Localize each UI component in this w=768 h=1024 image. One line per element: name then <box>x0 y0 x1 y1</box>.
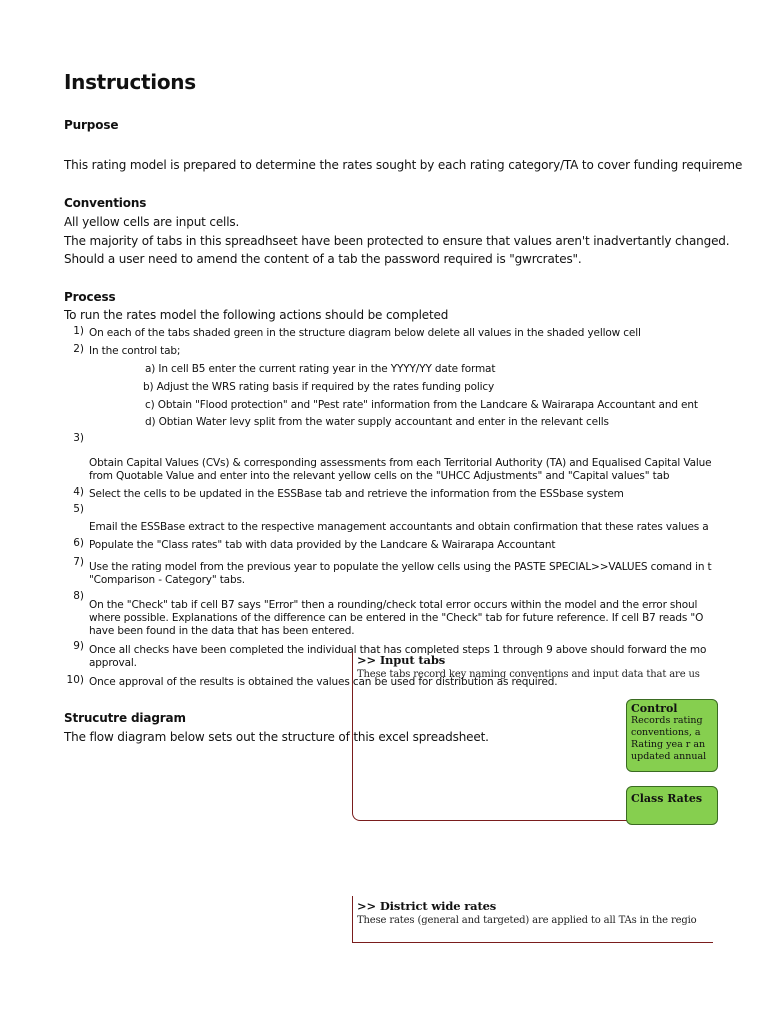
structure-heading: Strucutre diagram <box>64 711 186 725</box>
conventions-line: Should a user need to amend the content of a tab the password required is "gwrcrates". <box>64 252 582 266</box>
step-number: 4) <box>73 486 84 498</box>
step-text: "Comparison - Category" tabs. <box>89 574 245 586</box>
input-tabs-text: These tabs record key naming conventions and input data that are us <box>357 669 700 680</box>
step-number: 10) <box>66 674 84 686</box>
district-wide-text: These rates (general and targeted) are applied to all TAs in the regio <box>357 915 697 926</box>
step-text: Populate the "Class rates" tab with data provided by the Landcare & Wairarapa Accountant <box>89 539 556 551</box>
conventions-line: The majority of tabs in this spreadhseet have been protected to ensure that values aren't inadvertantly changed. <box>64 234 730 248</box>
step-text: On each of the tabs shaded green in the structure diagram below delete all values in the shaded yellow cell <box>89 327 641 339</box>
control-text-line: conventions, a <box>631 727 701 738</box>
process-intro: To run the rates model the following actions should be completed <box>64 308 449 322</box>
step-text: Select the cells to be updated in the ESSBase tab and retrieve the information from the ESSbase system <box>89 488 624 500</box>
step-number: 7) <box>73 556 84 568</box>
conventions-line: All yellow cells are input cells. <box>64 215 240 229</box>
purpose-heading: Purpose <box>64 118 119 132</box>
structure-text: The flow diagram below sets out the structure of this excel spreadsheet. <box>64 730 489 744</box>
conventions-heading: Conventions <box>64 196 147 210</box>
step-text: have been found in the data that has been entered. <box>89 625 355 637</box>
step-number: 1) <box>73 325 84 337</box>
class-rates-title: Class Rates <box>631 792 703 805</box>
substep-text: d) Obtian Water levy split from the water supply accountant and enter in the relevant cells <box>145 416 609 428</box>
substep-text: b) Adjust the WRS rating basis if required by the rates funding policy <box>143 381 495 393</box>
step-number: 6) <box>73 537 84 549</box>
step-text: Email the ESSBase extract to the respective management accountants and obtain confirmation that these rates values a <box>89 521 709 533</box>
step-number: 2) <box>73 343 84 355</box>
input-tabs-title: >> Input tabs <box>357 653 446 667</box>
step-text: Once all checks have been completed the individual that has completed steps 1 through 9 above should forward the mo <box>89 644 707 656</box>
step-text: approval. <box>89 657 137 669</box>
step-text: where possible. Explanations of the difference can be entered in the "Check" tab for future reference. If cell B7 reads "O <box>89 612 704 624</box>
district-wide-rates-box <box>352 896 713 943</box>
step-number: 5) <box>73 503 84 515</box>
step-number: 8) <box>73 590 84 602</box>
process-heading: Process <box>64 290 116 304</box>
purpose-text: This rating model is prepared to determine the rates sought by each rating category/TA to cover funding requireme <box>64 158 743 172</box>
control-text-line: Rating yea r an <box>631 739 706 750</box>
step-text: Use the rating model from the previous year to populate the yellow cells using the PASTE SPECIAL>>VALUES comand in t <box>89 561 712 573</box>
step-text: from Quotable Value and enter into the relevant yellow cells on the "UHCC Adjustments" and "Capital values" tab <box>89 470 670 482</box>
step-text: Once approval of the results is obtained the values can be used for distribution as required. <box>89 676 558 688</box>
control-text-line: Records rating <box>631 715 703 726</box>
district-wide-title: >> District wide rates <box>357 899 497 913</box>
step-text: On the "Check" tab if cell B7 says "Error" then a rounding/check total error occurs within the model and the error shoul <box>89 599 698 611</box>
step-number: 9) <box>73 640 84 652</box>
class-rates-tab-box <box>626 786 718 825</box>
control-tab-box <box>626 699 718 772</box>
substep-text: a) In cell B5 enter the current rating year in the YYYY/YY date format <box>145 363 496 375</box>
step-text: Obtain Capital Values (CVs) & corresponding assessments from each Territorial Authority (TA) and Equalised Capital Value <box>89 457 712 469</box>
step-text: In the control tab; <box>89 345 181 357</box>
substep-text: c) Obtain "Flood protection" and "Pest rate" information from the Landcare & Wairarapa Accountant and ent <box>145 399 698 411</box>
control-title: Control <box>631 702 678 715</box>
control-text-line: updated annual <box>631 751 707 762</box>
step-number: 3) <box>73 432 84 444</box>
page-title: Instructions <box>64 70 196 94</box>
